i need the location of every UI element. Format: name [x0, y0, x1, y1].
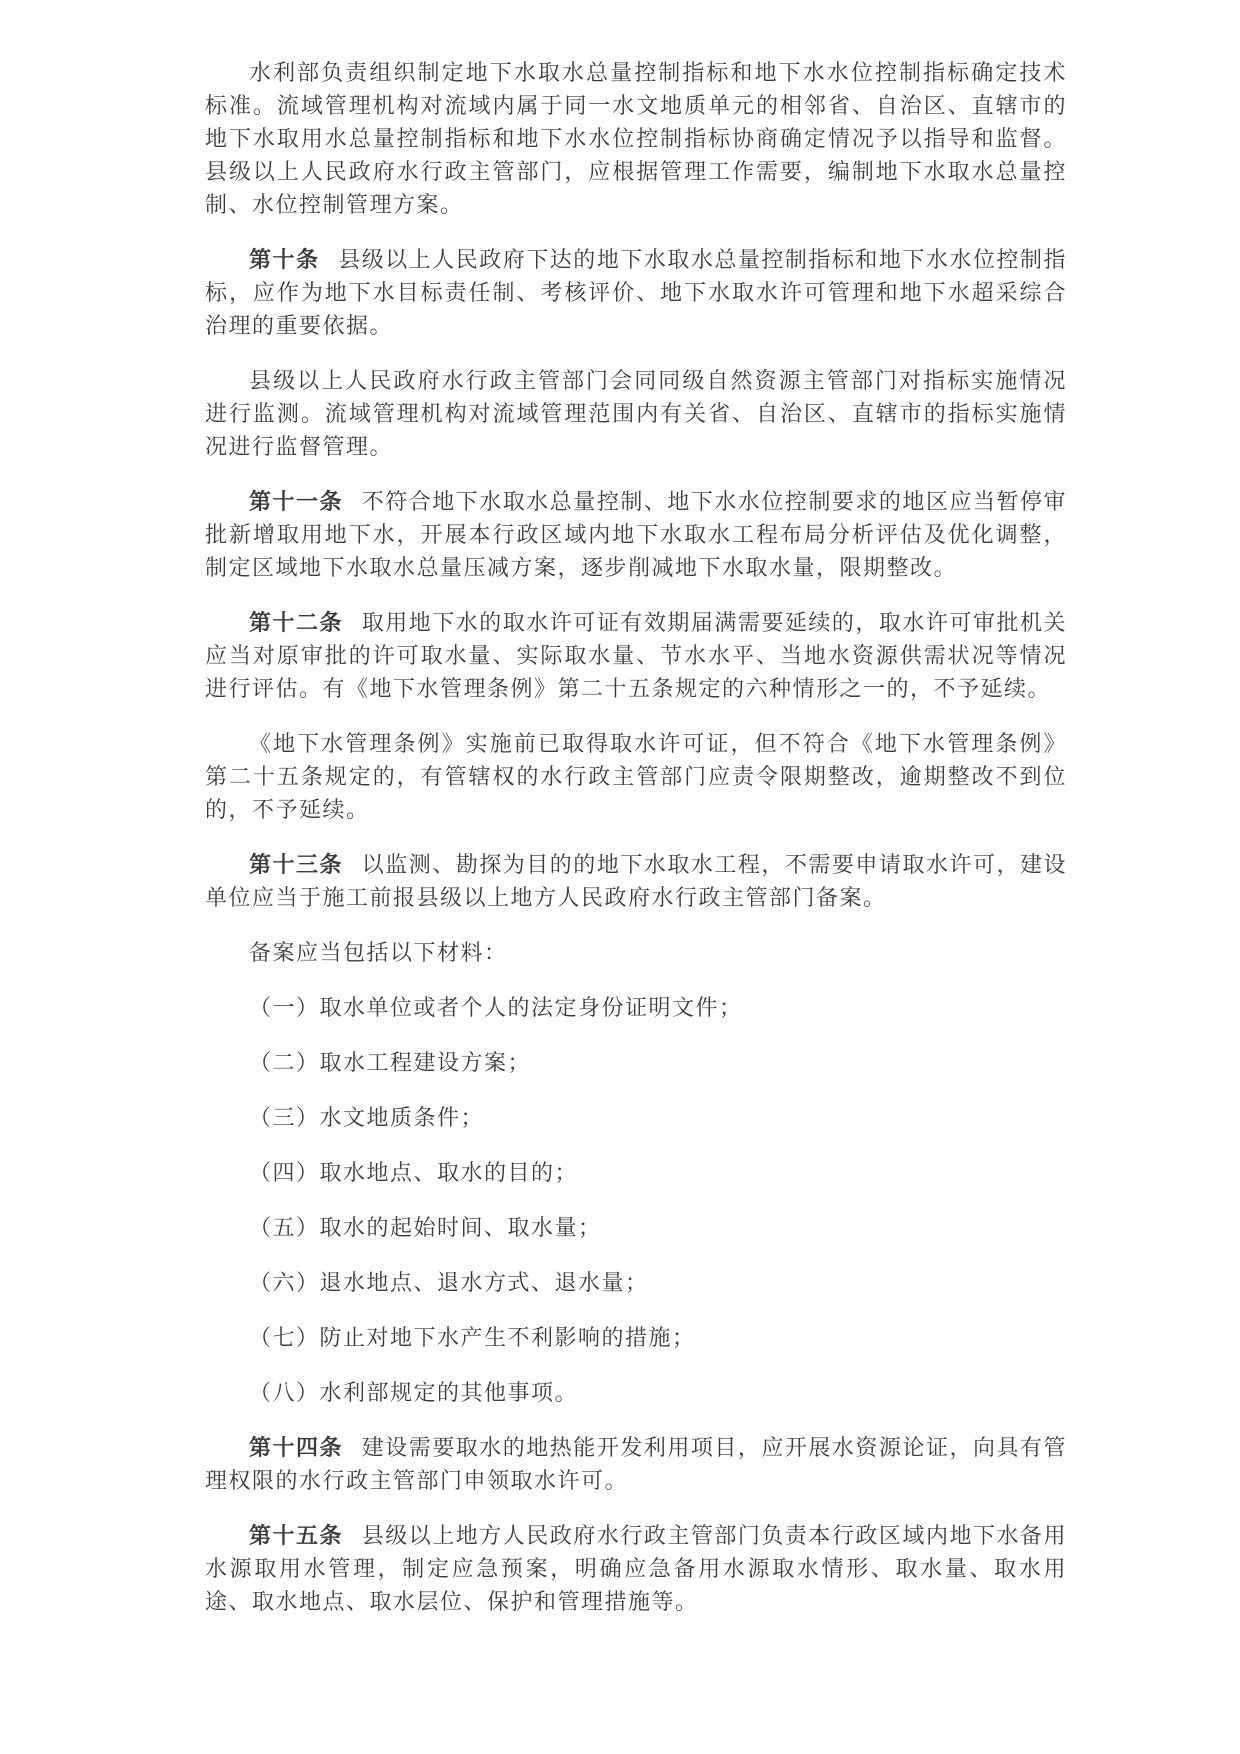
paragraph-text: 县级以上人民政府下达的地下水取水总量控制指标和地下水水位控制指标，应作为地下水目标责任制、考核评价、地下水取水许可管理和地下水超采综合治理的重要依据。	[205, 247, 1067, 338]
article-number: 第十五条	[249, 1523, 344, 1548]
paragraph	[205, 606, 1067, 705]
paragraph-text: 水利部负责组织制定地下水取水总量控制指标和地下水水位控制指标确定技术标准。流域管理机构对流域内属于同一水文地质单元的相邻省、自治区、直辖市的地下水取用水总量控制指标和地下水水位控制指标协商确定情况予以指导和监督。县级以上人民政府水行政主管部门，应根据管理工作需要，编制地下水取水总量控制、水位控制管理方案。	[205, 60, 1067, 217]
paragraph-text: （八）水利部规定的其他事项。	[249, 1380, 579, 1405]
paragraph	[205, 364, 1067, 463]
article-number: 第十一条	[249, 489, 344, 514]
paragraph-text: 县级以上人民政府水行政主管部门会同同级自然资源主管部门对指标实施情况进行监测。流域管理机构对流域管理范围内有关省、自治区、直辖市的指标实施情况进行监督管理。	[205, 368, 1067, 459]
paragraph-text: （六）退水地点、退水方式、退水量；	[249, 1270, 649, 1295]
paragraph-text: （五）取水的起始时间、取水量；	[249, 1215, 602, 1240]
paragraph	[205, 1376, 1067, 1409]
paragraph-text: （一）取水单位或者个人的法定身份证明文件；	[249, 995, 743, 1020]
paragraph-text: 以监测、勘探为目的的地下水取水工程，不需要申请取水许可，建设单位应当于施工前报县级以上地方人民政府水行政主管部门备案。	[205, 852, 1067, 910]
paragraph-text: 县级以上地方人民政府水行政主管部门负责本行政区域内地下水备用水源取用水管理，制定应急预案，明确应急备用水源取水情形、取水量、取水用途、取水地点、取水层位、保护和管理措施等。	[205, 1523, 1067, 1614]
paragraph	[205, 1101, 1067, 1134]
paragraph	[205, 1266, 1067, 1299]
article-number: 第十二条	[249, 610, 344, 635]
paragraph	[205, 56, 1067, 221]
paragraph-text: （三）水文地质条件；	[249, 1105, 485, 1130]
paragraph-text: 不符合地下水取水总量控制、地下水水位控制要求的地区应当暂停审批新增取用地下水，开展本行政区域内地下水取水工程布局分析评估及优化调整，制定区域地下水取水总量压减方案，逐步削减地下水取水量，限期整改。	[205, 489, 1067, 580]
paragraph	[205, 991, 1067, 1024]
paragraph-text: 建设需要取水的地热能开发利用项目，应开展水资源论证，向具有管理权限的水行政主管部门申领取水许可。	[205, 1435, 1067, 1493]
paragraph	[205, 727, 1067, 826]
article-number: 第十条	[249, 247, 320, 272]
document-body	[205, 56, 1067, 1640]
paragraph	[205, 243, 1067, 342]
paragraph	[205, 1211, 1067, 1244]
paragraph	[205, 1519, 1067, 1618]
paragraph	[205, 1431, 1067, 1497]
paragraph-text: 备案应当包括以下材料：	[249, 940, 508, 965]
paragraph-text: （四）取水地点、取水的目的；	[249, 1160, 579, 1185]
article-number: 第十三条	[249, 852, 344, 877]
paragraph-text: （七）防止对地下水产生不利影响的措施；	[249, 1325, 696, 1350]
paragraph	[205, 1321, 1067, 1354]
paragraph	[205, 485, 1067, 584]
paragraph	[205, 848, 1067, 914]
paragraph	[205, 936, 1067, 969]
paragraph	[205, 1156, 1067, 1189]
article-number: 第十四条	[249, 1435, 344, 1460]
paragraph	[205, 1046, 1067, 1079]
paragraph-text: 《地下水管理条例》实施前已取得取水许可证，但不符合《地下水管理条例》第二十五条规定的，有管辖权的水行政主管部门应责令限期整改，逾期整改不到位的，不予延续。	[205, 731, 1067, 822]
paragraph-text: （二）取水工程建设方案；	[249, 1050, 532, 1075]
paragraph-text: 取用地下水的取水许可证有效期届满需要延续的，取水许可审批机关应当对原审批的许可取水量、实际取水量、节水水平、当地水资源供需状况等情况进行评估。有《地下水管理条例》第二十五条规定的六种情形之一的，不予延续。	[205, 610, 1067, 701]
